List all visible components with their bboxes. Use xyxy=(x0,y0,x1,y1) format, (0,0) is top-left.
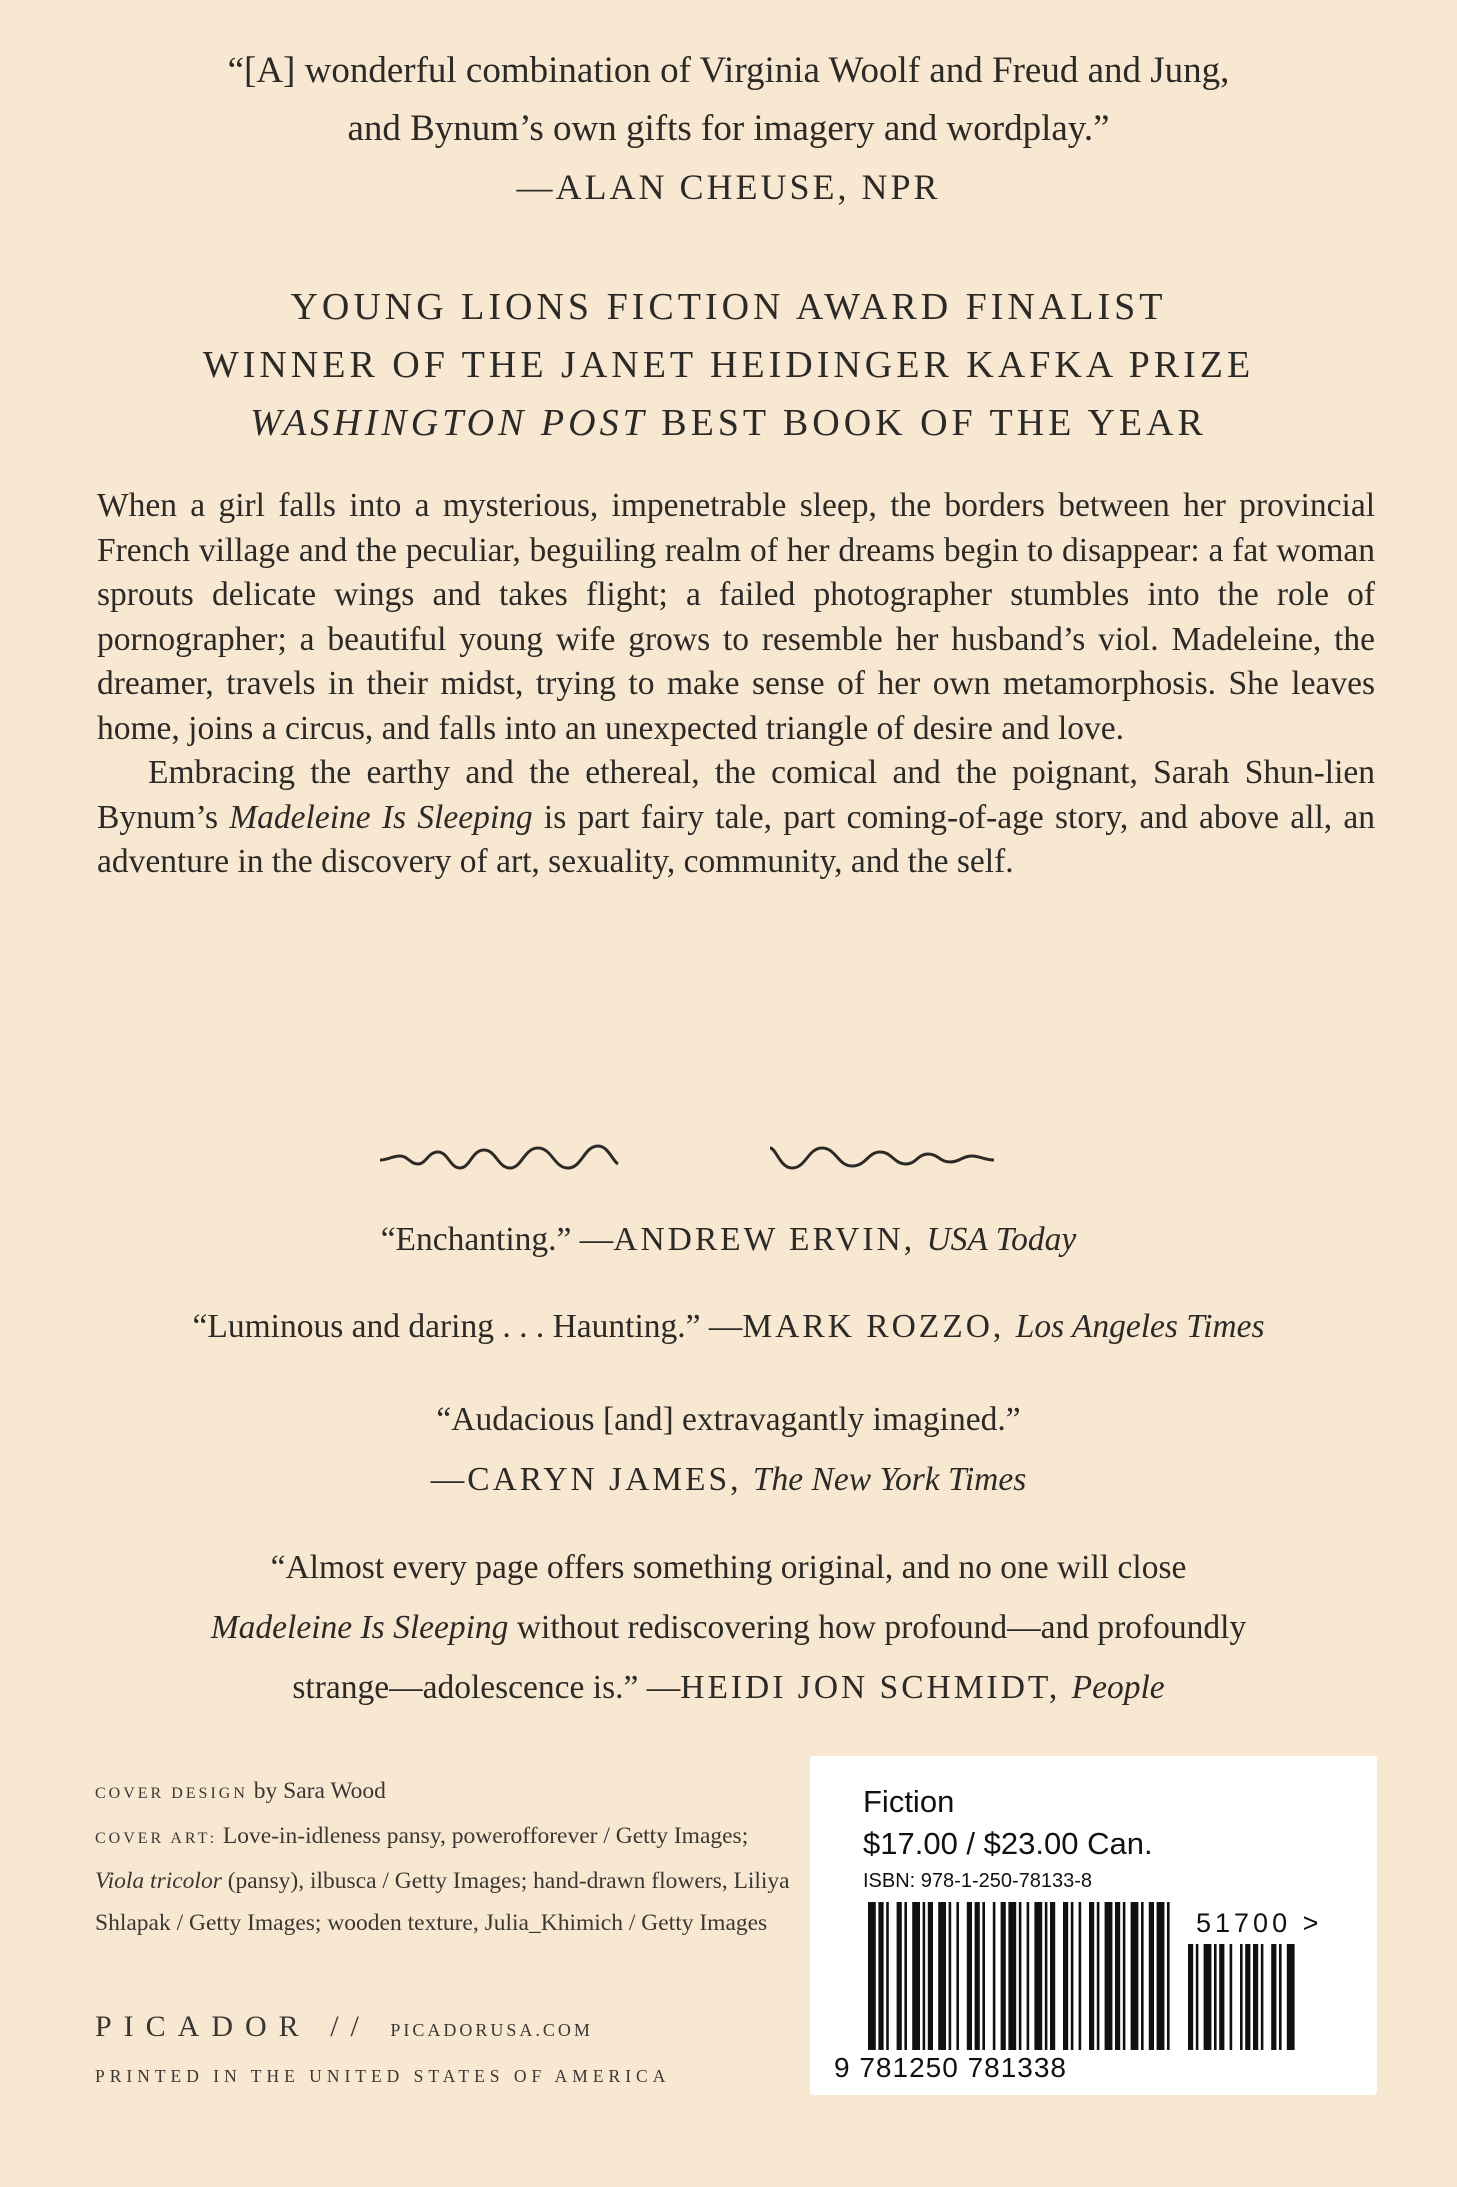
sticker-genre: Fiction xyxy=(863,1784,955,1819)
barcode-bar xyxy=(1157,1902,1165,2050)
squiggle-ornament xyxy=(380,1138,1080,1178)
addon-digits: 51700 > xyxy=(1196,1908,1323,1938)
review-schmidt-name: HEIDI JON SCHMIDT, xyxy=(680,1669,1072,1706)
cover-design-text: by Sara Wood xyxy=(247,1778,386,1804)
barcode-bar xyxy=(1089,1902,1094,2050)
barcode-bar xyxy=(1167,1902,1170,2050)
addon-bar xyxy=(1196,1944,1199,2050)
review-james-source: The New York Times xyxy=(752,1461,1027,1498)
cover-art-text-a: Love-in-idleness pansy, powerofforever / Getty Images; xyxy=(217,1823,749,1849)
cover-art-text-b: (pansy), ilbusca / Getty Images; hand-drawn flowers, Liliya Shlapak / Getty Images; wooden texture, Julia_Khimich / Getty Images xyxy=(95,1868,790,1936)
top-quote-line2: and Bynum’s own gifts for imagery and wordplay.” xyxy=(347,108,1110,149)
price-sticker xyxy=(810,1756,1377,2095)
review-james-name: —CARYN JAMES, xyxy=(430,1461,753,1498)
review-schmidt-line3 xyxy=(0,1658,1457,1718)
top-quote-attribution: —ALAN CHEUSE, NPR xyxy=(516,167,941,207)
cover-art-credit xyxy=(95,1815,795,1944)
barcode-bar xyxy=(928,1902,933,2050)
award-line3-rest: BEST BOOK OF THE YEAR xyxy=(647,402,1207,444)
review-schmidt-line2 xyxy=(0,1598,1457,1658)
sticker-isbn: ISBN: 978-1-250-78133-8 xyxy=(863,1870,1093,1892)
review-schmidt xyxy=(0,1538,1457,1718)
addon-bar xyxy=(1287,1944,1295,2050)
review-schmidt-line1: “Almost every page offers something original, and no one will close xyxy=(270,1549,1187,1586)
barcode-bar xyxy=(1079,1902,1082,2050)
barcode-bar xyxy=(1050,1902,1055,2050)
publisher-line xyxy=(95,2010,593,2044)
addon-bar xyxy=(1214,1944,1217,2050)
barcode-bar xyxy=(886,1902,889,2050)
barcode-bar xyxy=(904,1902,907,2050)
barcode-bar xyxy=(1115,1902,1120,2050)
review-ervin-name: ANDREW ERVIN, xyxy=(613,1221,927,1258)
publisher-url: PICADORUSA.COM xyxy=(390,2020,593,2040)
publisher-sep: // xyxy=(310,2010,391,2043)
addon-bar xyxy=(1253,1944,1258,2050)
cover-design-label: COVER DESIGN xyxy=(95,1785,248,1802)
barcode-bar xyxy=(1071,1902,1074,2050)
top-quote-line1: “[A] wonderful combination of Virginia Woolf and Freud and Jung, xyxy=(227,50,1230,91)
addon-bar xyxy=(1188,1944,1193,2050)
addon-bar xyxy=(1240,1944,1243,2050)
addon-bar xyxy=(1219,1944,1224,2050)
review-james xyxy=(0,1390,1457,1510)
review-ervin xyxy=(0,1216,1457,1264)
review-schmidt-line2-text: without rediscovering how profound—and profoundly xyxy=(508,1609,1247,1646)
awards xyxy=(0,278,1457,452)
cover-art-label: COVER ART: xyxy=(95,1830,218,1847)
cover-design-credit xyxy=(95,1770,795,1815)
blurb-para2-a: Embracing the earthy and the ethereal, the comical and the poignant, Sarah Shun-lien Bynum’s xyxy=(97,754,1375,836)
award-line1: YOUNG LIONS FICTION AWARD FINALIST xyxy=(290,286,1167,328)
review-rozzo-text: “Luminous and daring . . . Haunting.” — xyxy=(192,1308,743,1345)
barcode-bar xyxy=(993,1902,996,2050)
addon-bar xyxy=(1230,1944,1233,2050)
barcode-bar xyxy=(1034,1902,1042,2050)
award-line2: WINNER OF THE JANET HEIDINGER KAFKA PRIZE xyxy=(202,344,1255,386)
barcode-bar xyxy=(1019,1902,1022,2050)
addon-bar xyxy=(1271,1944,1276,2050)
review-ervin-source: USA Today xyxy=(926,1221,1077,1258)
blurb-para1: When a girl falls into a mysterious, impenetrable sleep, the borders between her provincial French village and the peculiar, beguiling realm of her dreams begin to disappear: a fat woman sprouts delicate wings and takes flight; a failed photographer stumbles into the role of pornographer; a beautiful young wife grows to resemble her husband’s viol. Madeleine, the dreamer, travels in their midst, trying to make sense of her own metamorphosis. She leaves home, joins a circus, and falls into an unexpected triangle of desire and love. xyxy=(97,487,1375,747)
barcode-bar xyxy=(938,1902,946,2050)
barcode-bar xyxy=(912,1902,920,2050)
review-rozzo-name: MARK ROZZO, xyxy=(742,1308,1016,1345)
barcode-bar xyxy=(982,1902,985,2050)
barcode-bar xyxy=(1131,1902,1139,2050)
barcode-bar xyxy=(967,1902,972,2050)
review-schmidt-source: People xyxy=(1071,1669,1165,1706)
review-james-attr xyxy=(0,1450,1457,1510)
barcode-digits: 9 781250 781338 xyxy=(834,2052,1067,2083)
review-rozzo-source: Los Angeles Times xyxy=(1015,1308,1265,1345)
barcode-bar xyxy=(878,1902,883,2050)
cover-credits xyxy=(95,1770,795,1944)
barcode-bar xyxy=(1141,1902,1144,2050)
award-line3-italic: WASHINGTON POST xyxy=(250,402,648,444)
top-quote xyxy=(0,42,1457,216)
review-rozzo xyxy=(0,1303,1457,1351)
barcode-bar xyxy=(1045,1902,1048,2050)
sticker-price: $17.00 / $23.00 Can. xyxy=(863,1826,1153,1861)
blurb-para2 xyxy=(97,751,1375,885)
barcode-bar xyxy=(1149,1902,1154,2050)
barcode-bar xyxy=(956,1902,959,2050)
blurb-para2-b: is part fairy tale, part coming-of-age story, and above all, an adventure in the discovery of art, sexuality, community, and the self. xyxy=(97,798,1375,880)
printed-in: PRINTED IN THE UNITED STATES OF AMERICA xyxy=(95,2066,671,2086)
review-schmidt-line3-text: strange—adolescence is.” — xyxy=(292,1669,681,1706)
award-line3 xyxy=(0,394,1457,452)
review-james-text: “Audacious [and] extravagantly imagined.” xyxy=(436,1401,1021,1438)
addon-bar xyxy=(1245,1944,1250,2050)
barcode-bar xyxy=(949,1902,952,2050)
barcode-bar xyxy=(868,1902,876,2050)
review-ervin-text: “Enchanting.” — xyxy=(380,1221,614,1258)
addon-bar xyxy=(1279,1944,1282,2050)
barcode-bar xyxy=(1123,1902,1126,2050)
barcode-bar xyxy=(1097,1902,1100,2050)
barcode-bar xyxy=(1027,1902,1030,2050)
blurb-para2-title: Madeleine Is Sleeping xyxy=(229,798,533,836)
barcode-bar xyxy=(897,1902,902,2050)
barcode-bar xyxy=(1008,1902,1016,2050)
cover-art-italic: Viola tricolor xyxy=(95,1868,222,1894)
review-schmidt-title: Madeleine Is Sleeping xyxy=(210,1609,509,1646)
addon-bar xyxy=(1204,1944,1212,2050)
barcode-bar xyxy=(923,1902,926,2050)
addon-bar xyxy=(1261,1944,1264,2050)
publisher-name: PICADOR xyxy=(95,2010,311,2043)
barcode-bar xyxy=(1063,1902,1068,2050)
barcode-bar xyxy=(975,1902,980,2050)
barcode-bar xyxy=(1001,1902,1006,2050)
blurb xyxy=(97,484,1375,885)
barcode-bar xyxy=(1105,1902,1113,2050)
